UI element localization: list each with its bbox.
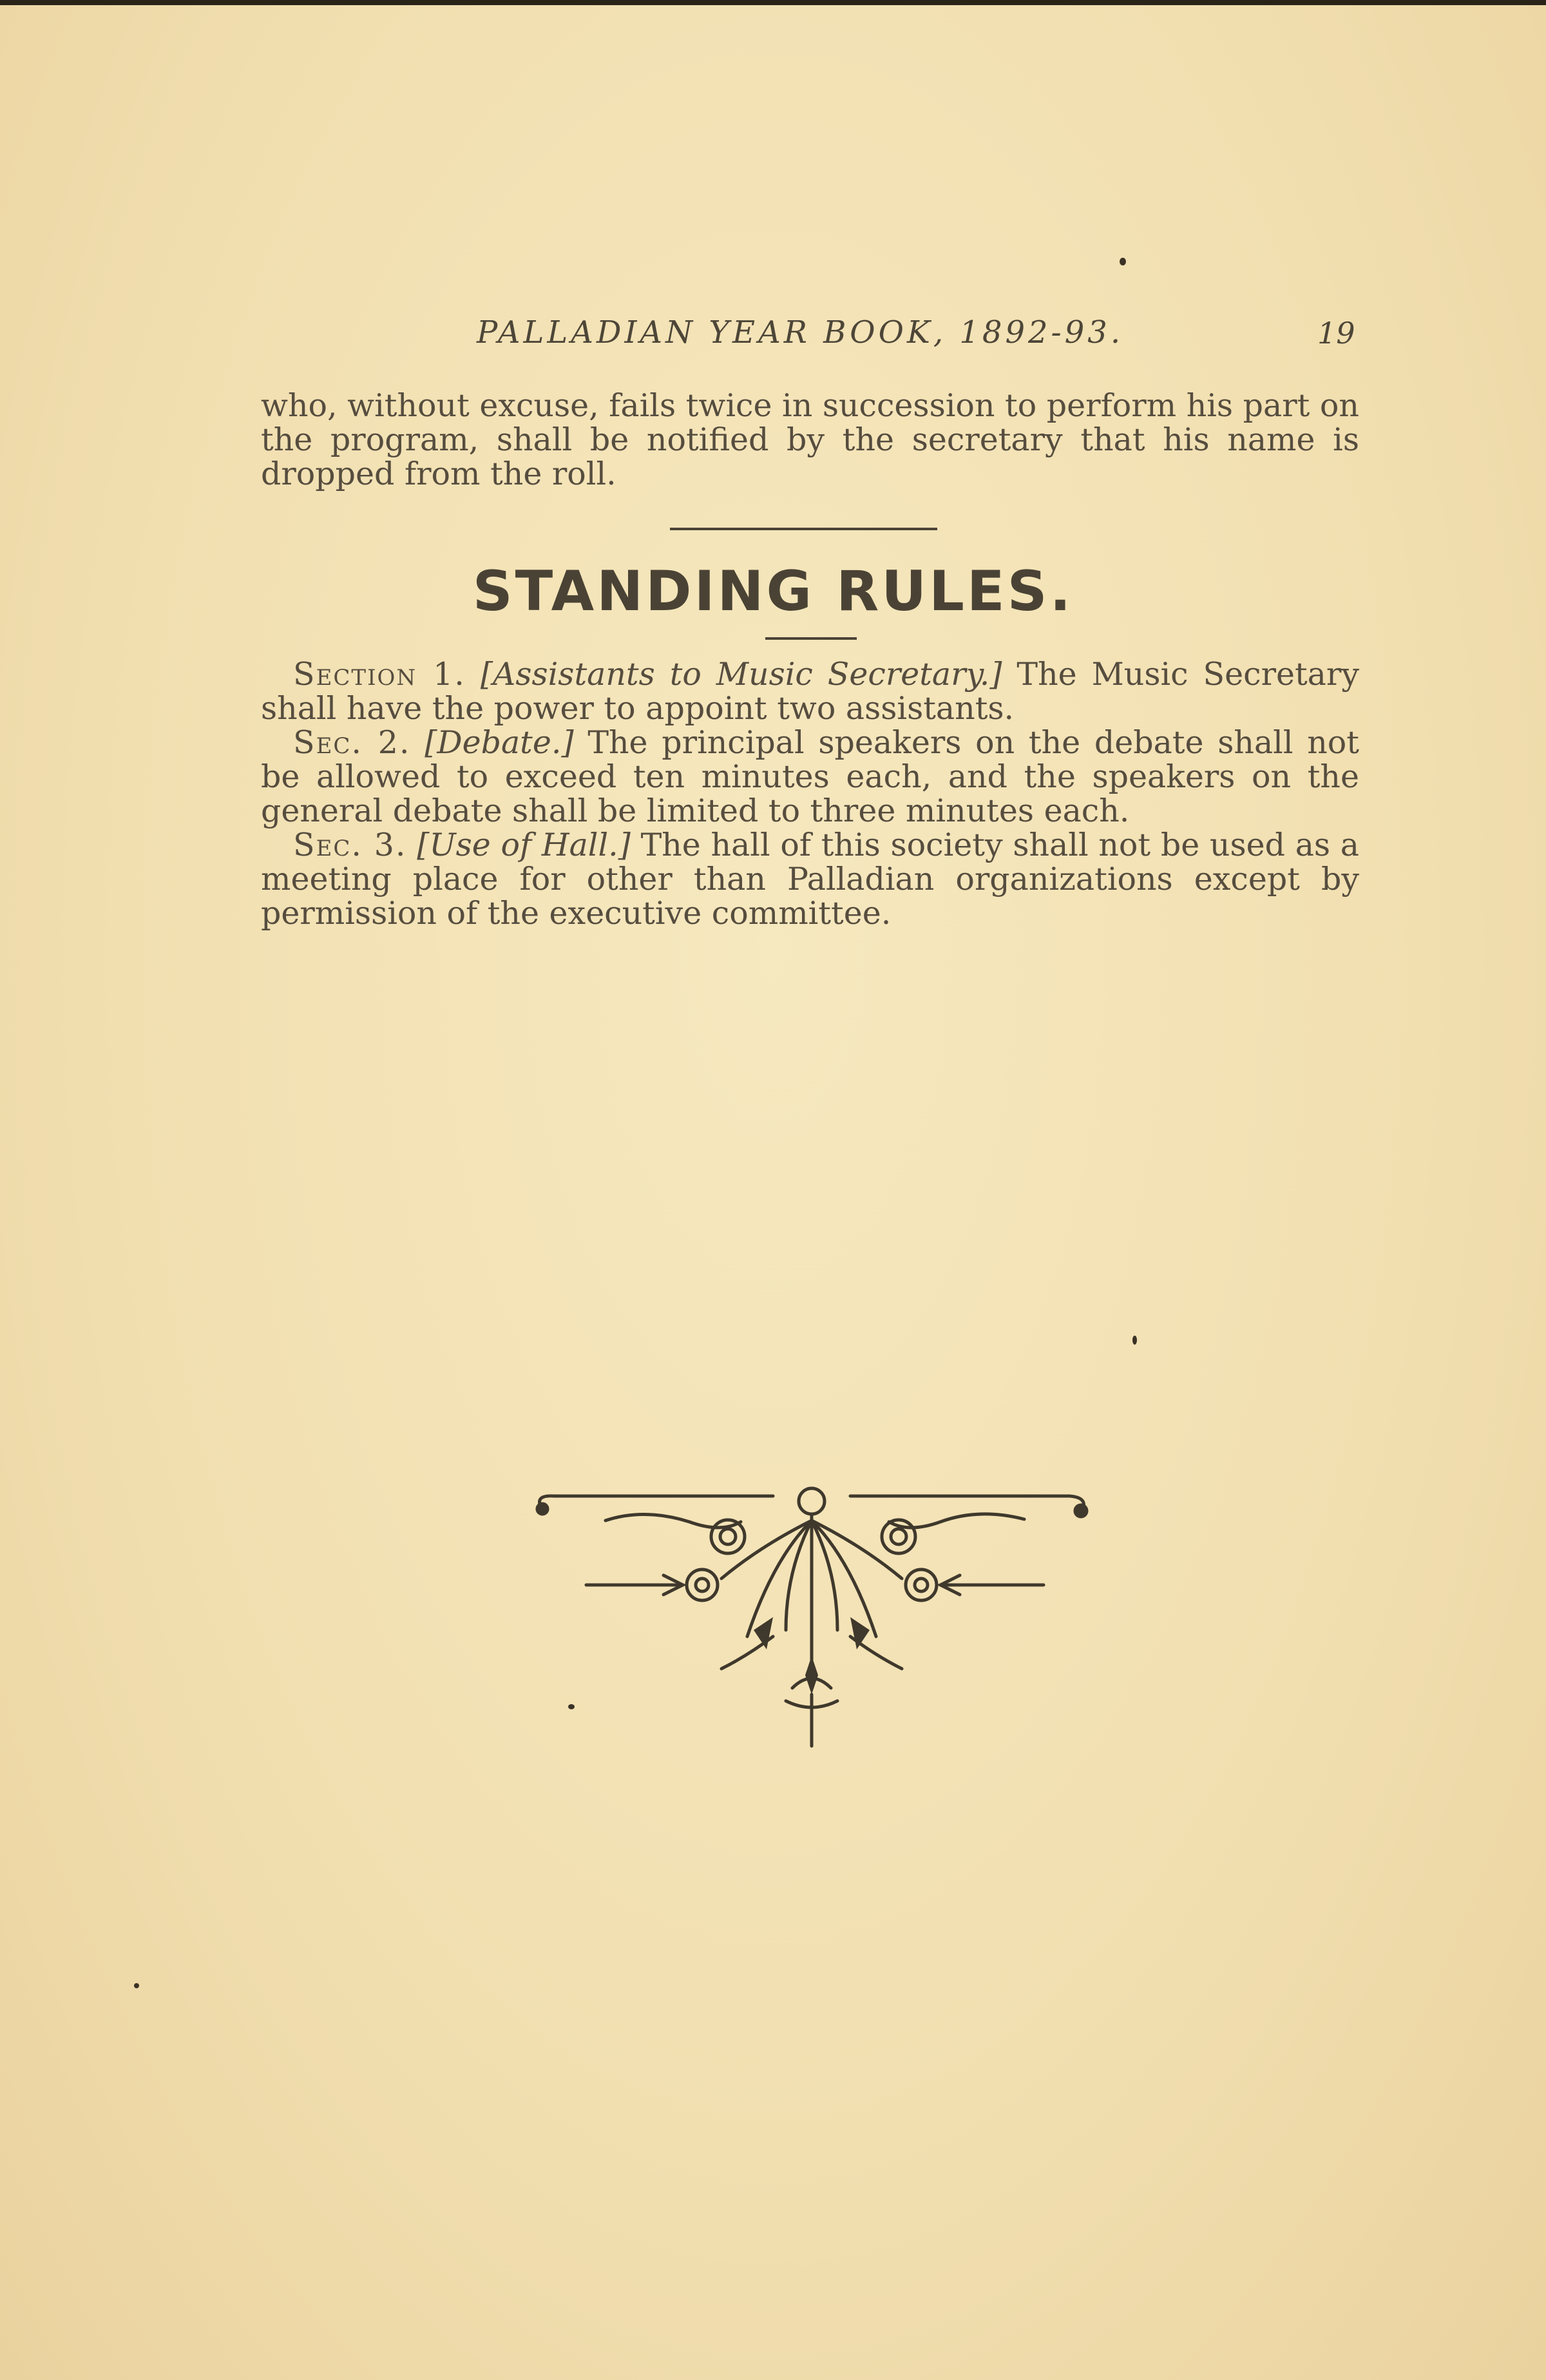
section-title: [Use of Hall.] — [417, 827, 631, 863]
decorative-ornament-icon — [528, 1482, 1095, 1752]
ink-speck — [134, 1983, 139, 1988]
section-divider-rule — [670, 528, 937, 530]
ink-speck — [568, 1704, 575, 1709]
section-title: [Assistants to Music Secretary.] — [480, 656, 1002, 693]
carryover-paragraph: who, without excuse, fails twice in succession to perform his part on the program, shall be notified by the secretary that his name is dropped from the roll. — [261, 387, 1359, 492]
section-label: Section 1. — [293, 656, 466, 693]
section-text: The principal speakers on the debate shall not be allowed to exceed ten minutes each, and the speakers on the general debate shall be limited to three minutes each. — [261, 724, 1359, 829]
ink-speck — [1132, 1336, 1137, 1345]
section-heading: STANDING RULES. — [472, 559, 1074, 624]
page-top-edge — [0, 0, 1546, 5]
rule-section-3 — [261, 828, 1359, 930]
section-label: Sec. 3. — [293, 827, 407, 863]
section-title: [Debate.] — [425, 724, 574, 761]
rule-section-2 — [261, 725, 1359, 828]
rule-section-1 — [261, 657, 1359, 725]
standing-rules-list — [261, 657, 1359, 930]
section-text: The Music Secretary shall have the power to appoint two assistants. — [261, 656, 1360, 727]
section-label: Sec. 2. — [293, 724, 411, 761]
page-number: 19 — [1317, 316, 1355, 350]
heading-underline-rule — [765, 637, 857, 640]
ink-speck — [1120, 258, 1126, 265]
section-text: The hall of this society shall not be used as a meeting place for other than Palladian organizations except by permission of the executive committee. — [261, 827, 1360, 932]
running-head: PALLADIAN YEAR BOOK, 1892-93. — [477, 314, 1124, 350]
